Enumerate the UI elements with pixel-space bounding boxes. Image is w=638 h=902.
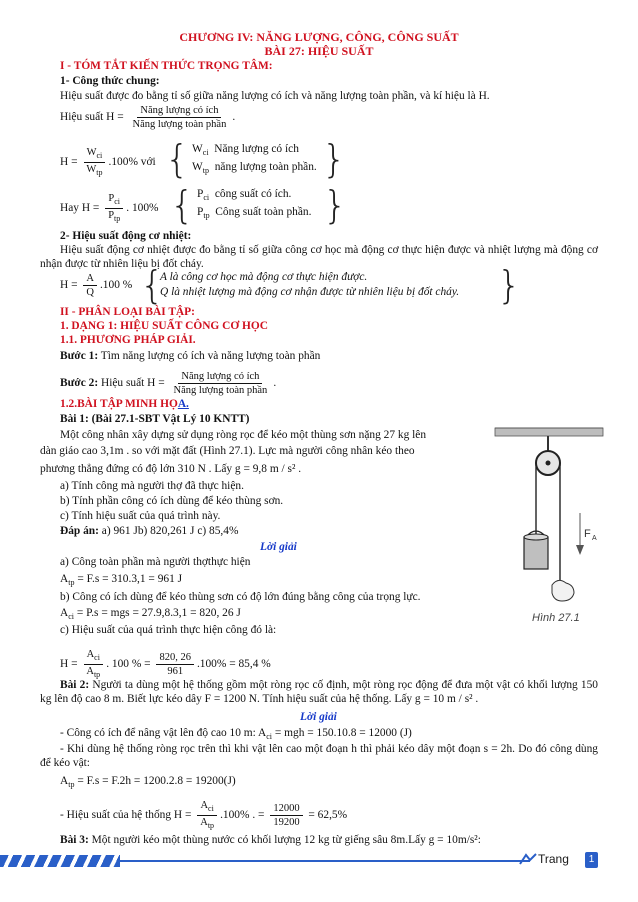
brace-left-icon: { (170, 183, 195, 227)
footer-page-number: 1 (585, 852, 598, 868)
formula-engine: H = $\frac{A}{Q}$ .100 % (60, 273, 133, 298)
formula-energy: H = $\frac{W_{ci}}{W_{tp}}$ .100% với (60, 147, 156, 177)
bai2-s1: - Công có ích để nâng vật lên độ cao 10 m: $A_{ci}$ = mgh = 150.10.8 = 12000 (J) (60, 727, 412, 741)
chapter-title: CHƯƠNG IV: NĂNG LƯỢNG, CÔNG, CÔNG SUẤT (179, 30, 459, 44)
brace-right-icon: } (323, 183, 348, 227)
case-ptp: $P_{tp}$ Công suất toàn phần. (197, 206, 312, 220)
bai1-solution-heading: Lời giải (260, 541, 297, 553)
bai1-c: c) Tính hiệu suất của quá trình này. (60, 510, 221, 522)
bai1-text2: dàn giáo cao 3,1m . so với mặt đất (Hình 27.1). Lực mà người công nhân kéo theo (40, 445, 415, 457)
formula-general: Hiệu suất H = $\frac{\text{Năng lượng có ích}}{\text{Năng lượng toàn phần}}$ . (60, 105, 236, 130)
bai2-s4: - Hiệu suất của hệ thống H = $\frac{A_{ci}}{A_{tp}}$ .100% . = $\frac{12000}{19200}$ = 62,5% (60, 800, 348, 830)
section2-sub12: 1.2.BÀI TẬP MINH HỌA. (60, 398, 189, 410)
step2: Bước 2: Hiệu suất H = $\frac{\text{Năng lượng có ích}}{\text{Năng lượng toàn phần}}$ . (60, 371, 277, 396)
case-q: Q là nhiệt lượng mà động cơ nhận được từ nhiên liệu bị đốt cháy. (160, 286, 460, 298)
formula-general-frac: $\frac{\text{Năng lượng có ích}}{\text{Năng lượng toàn phần}}$ (132, 105, 227, 130)
bai1-sc-formula: H = $\frac{A_{ci}}{A_{tp}}$ . 100 % = $\frac{820, 26}{961}$ .100% = 85,4 % (60, 649, 271, 679)
hand-icon (552, 580, 574, 601)
force-label: F (584, 528, 591, 540)
footer-page-label: Trang (538, 852, 569, 866)
force-label-sub: A (592, 535, 597, 542)
brace-right-icon: } (497, 263, 522, 307)
bai1-sa-formula: $A_{tp} = F.s = 310.3,1 = 961$ J (60, 573, 183, 587)
section1-h2: 2- Hiệu suất động cơ nhiệt: (60, 230, 192, 242)
footer-swoosh-icon (518, 852, 538, 868)
bai1-text3: phương thẳng đứng có độ lớn 310 N . Lấy g = 9,8 m / s² . (40, 463, 302, 475)
case-pci: $P_{ci}$ công suất có ích. (197, 188, 292, 202)
bai1-answer: Đáp án: a) 961 Jb) 820,261 J c) 85,4% (60, 525, 239, 537)
section1-title: I - TÓM TẮT KIẾN THỨC TRỌNG TÂM: (60, 60, 273, 72)
bai1-text1: Một công nhân xây dựng sử dụng ròng rọc để kéo một thùng sơn nặng 27 kg lên (60, 429, 427, 441)
lesson-title: BÀI 27: HIỆU SUẤT (264, 44, 374, 58)
bai1-sa: a) Công toàn phần mà người thợthực hiện (60, 556, 251, 568)
bai1-a: a) Tính công mà người thợ đã thực hiện. (60, 480, 244, 492)
bai1-b: b) Tính phần công có ích dùng để kéo thùng sơn. (60, 495, 284, 507)
bai2-s3: $A_{tp} = F.s = F.2h = 1200.2.8 = 19200(J)$ (60, 775, 236, 789)
brace-left-icon: { (165, 137, 190, 181)
section2-sub1: 1. DẠNG 1: HIỆU SUẤT CÔNG CƠ HỌC (60, 320, 269, 332)
section2-sub11: 1.1. PHƯƠNG PHÁP GIẢI. (60, 334, 196, 346)
bai1-sb: b) Công có ích dùng để kéo thùng sơn có độ lớn đúng bằng công của trọng lực. (60, 591, 421, 603)
step1: Bước 1: Tìm năng lượng có ích và năng lượng toàn phần (60, 350, 321, 362)
case-wtp: $W_{tp}$ năng lượng toàn phần. (192, 161, 317, 175)
pulley-figure (480, 425, 610, 625)
bai2-s2: - Khi dùng hệ thống ròng rọc trên thì khi vật lên cao một đoạn h thì phải kéo dây một đoạn s = 2h. Do đó công dùng để kéo vật: (40, 743, 598, 769)
page-footer (0, 852, 638, 867)
formula-power: Hay H = $\frac{P_{ci}}{P_{tp}}$ . 100% (60, 193, 159, 223)
ceiling-beam (495, 428, 603, 436)
paint-bucket-icon (524, 537, 548, 569)
case-a: A là công cơ học mà động cơ thực hiện được. (160, 271, 368, 283)
case-wci: $W_{ci}$ Năng lượng có ích (192, 143, 299, 157)
bai3-text: Bài 3: Một người kéo một thùng nước có khối lượng 12 kg từ giếng sâu 8m.Lấy g = 10m/s²: (60, 834, 481, 846)
section1-p2: Hiệu suất động cơ nhiệt được đo bằng tỉ số giữa công cơ học mà động cơ thực hiện được và nhiệt lượng mà động cơ nhận được từ nhiên liệu bị đốt cháy. (40, 244, 598, 270)
brace-left-icon: { (140, 263, 165, 307)
footer-stripes (0, 855, 120, 867)
brace-right-icon: } (322, 137, 347, 181)
figure-caption: Hình 27.1 (532, 612, 580, 624)
bai1-sc: c) Hiệu suất của quá trình thực hiện công đó là: (60, 624, 277, 636)
bai1-title: Bài 1: (Bài 27.1-SBT Vật Lý 10 KNTT) (60, 413, 250, 425)
bai2-text: Bài 2: Người ta dùng một hệ thống gồm một ròng rọc cố định, một ròng rọc động để đưa một vật có khối lượng 150 kg lên độ cao 8 m. Biết lực kéo dây F = 1200 N. Tính hiệu suất của hệ thống. Lấy g = 10 m / s² . (40, 679, 598, 705)
bai1-sb-formula: $A_{ci} = P.s$ = mgs = 27.9,8.3,1 = 820, 26 J (60, 607, 241, 621)
section2-title: II - PHÂN LOẠI BÀI TẬP: (60, 306, 195, 318)
bai2-solution-heading: Lời giải (300, 711, 337, 723)
section1-p1: Hiệu suất được đo bằng tỉ số giữa năng lượng có ích và năng lượng toàn phần, và kí hiệu là H. (60, 90, 490, 102)
footer-divider (120, 860, 530, 862)
section1-h1: 1- Công thức chung: (60, 75, 160, 87)
